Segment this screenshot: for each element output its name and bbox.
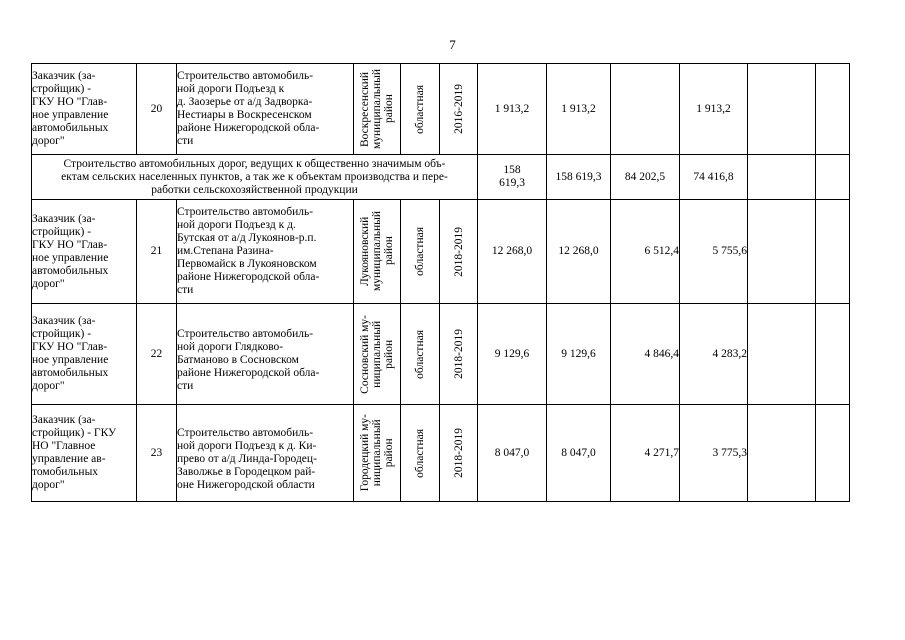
section-value-cell: 84 202,5 bbox=[611, 155, 680, 200]
customer-cell: Заказчик (за- стройщик) - ГКУ НО "Глав- ное управление автомобильных дорог" bbox=[32, 200, 137, 304]
value-cell bbox=[748, 200, 816, 304]
section-value-cell: 74 416,8 bbox=[680, 155, 748, 200]
value-cell: 5 755,6 bbox=[680, 200, 748, 304]
budget-cell: областная bbox=[401, 304, 440, 405]
value-cell bbox=[748, 64, 816, 155]
object-cell: Строительство автомобиль- ной дороги Подъезд к д. Заозерье от а/д Задворка- Нестиары в Воскресенском районе Нижегородской обла- сти bbox=[177, 64, 354, 155]
value-cell: 4 846,4 bbox=[611, 304, 680, 405]
row-number: 20 bbox=[137, 64, 177, 155]
value-cell bbox=[816, 405, 850, 502]
value-cell bbox=[748, 304, 816, 405]
section-row bbox=[32, 155, 850, 200]
value-cell: 3 775,3 bbox=[680, 405, 748, 502]
value-cell: 8 047,0 bbox=[478, 405, 547, 502]
row-number: 23 bbox=[137, 405, 177, 502]
district-cell: Городецкий му- ниципальный район bbox=[354, 405, 401, 502]
value-cell: 9 129,6 bbox=[547, 304, 611, 405]
customer-cell: Заказчик (за- стройщик) - ГКУ НО "Главное управление ав- томобильных дорог" bbox=[32, 405, 137, 502]
object-cell: Строительство автомобиль- ной дороги Подъезд к д. Ки- прево от а/д Линда-Городец- Заволжье в Городецком рай- оне Нижегородской области bbox=[177, 405, 354, 502]
budget-cell: областная bbox=[401, 405, 440, 502]
value-cell: 8 047,0 bbox=[547, 405, 611, 502]
section-value-cell bbox=[816, 155, 850, 200]
section-title: Строительство автомобильных дорог, ведущих к общественно значимым объ- ектам сельских населенных пунктов, а так же к объектам производства и пере- работки сельскохозяйственной продукции bbox=[32, 155, 478, 200]
table-row bbox=[32, 64, 850, 155]
section-value-cell bbox=[748, 155, 816, 200]
value-cell bbox=[816, 64, 850, 155]
value-cell: 4 283,2 bbox=[680, 304, 748, 405]
object-cell: Строительство автомобиль- ной дороги Глядково- Батманово в Сосновском районе Нижегородской обла- сти bbox=[177, 304, 354, 405]
row-number: 21 bbox=[137, 200, 177, 304]
value-cell: 1 913,2 bbox=[547, 64, 611, 155]
budget-cell: областная bbox=[401, 200, 440, 304]
period-cell: 2018-2019 bbox=[440, 200, 478, 304]
customer-cell: Заказчик (за- стройщик) - ГКУ НО "Глав- ное управление автомобильных дорог" bbox=[32, 64, 137, 155]
period-cell: 2016-2019 bbox=[440, 64, 478, 155]
district-cell: Воскресенский муниципальный район bbox=[354, 64, 401, 155]
object-cell: Строительство автомобиль- ной дороги Подъезд к д. Бутская от а/д Лукоянов-р.п. им.Степана Разина- Первомайск в Лукояновском районе Нижегородской обла- сти bbox=[177, 200, 354, 304]
value-cell: 9 129,6 bbox=[478, 304, 547, 405]
table-row bbox=[32, 304, 850, 405]
section-value-cell: 158 619,3 bbox=[478, 155, 547, 200]
value-cell bbox=[816, 200, 850, 304]
table-row bbox=[32, 405, 850, 502]
budget-cell: областная bbox=[401, 64, 440, 155]
value-cell: 12 268,0 bbox=[478, 200, 547, 304]
value-cell: 4 271,7 bbox=[611, 405, 680, 502]
value-cell bbox=[748, 405, 816, 502]
row-number: 22 bbox=[137, 304, 177, 405]
period-cell: 2018-2019 bbox=[440, 304, 478, 405]
customer-cell: Заказчик (за- стройщик) - ГКУ НО "Глав- ное управление автомобильных дорог" bbox=[32, 304, 137, 405]
value-cell bbox=[816, 304, 850, 405]
value-cell: 1 913,2 bbox=[478, 64, 547, 155]
district-cell: Сосновский му- ниципальный район bbox=[354, 304, 401, 405]
value-cell: 1 913,2 bbox=[680, 64, 748, 155]
page-number: 7 bbox=[449, 37, 456, 52]
table-row bbox=[32, 200, 850, 304]
program-table bbox=[31, 63, 850, 502]
period-cell: 2018-2019 bbox=[440, 405, 478, 502]
value-cell: 6 512,4 bbox=[611, 200, 680, 304]
value-cell: 12 268,0 bbox=[547, 200, 611, 304]
section-value-cell: 158 619,3 bbox=[547, 155, 611, 200]
value-cell bbox=[611, 64, 680, 155]
district-cell: Лукояновский муниципальный район bbox=[354, 200, 401, 304]
